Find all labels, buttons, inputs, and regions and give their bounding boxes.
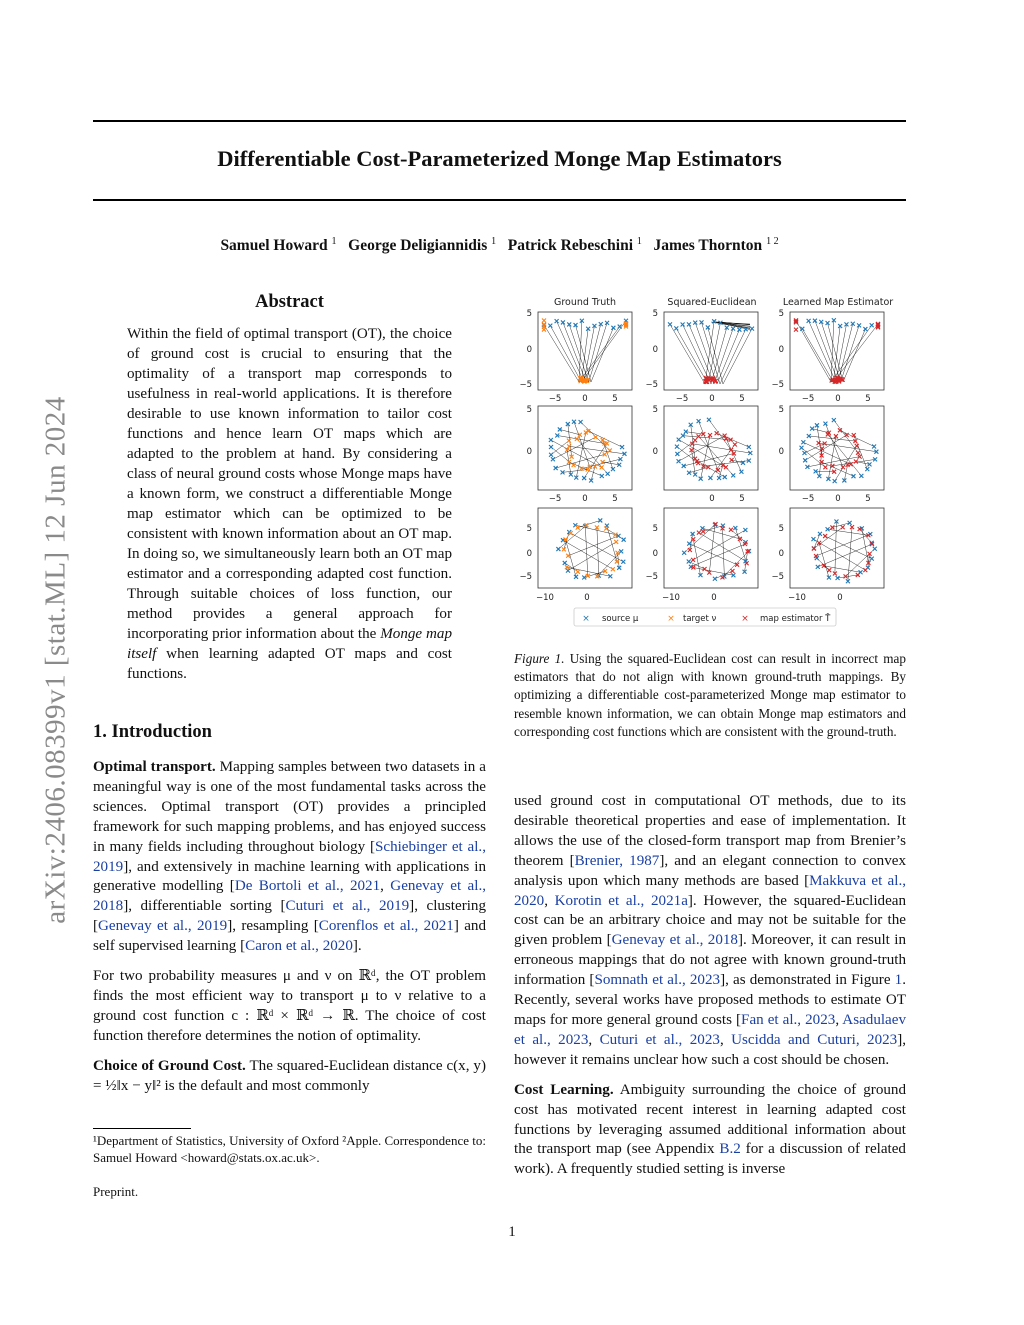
- author-1-aff: 1: [331, 236, 337, 247]
- y-tick: 5: [652, 524, 658, 534]
- y-tick: 5: [652, 309, 658, 319]
- panel-frame: [664, 508, 758, 588]
- y-tick: 5: [526, 524, 532, 534]
- y-tick: 5: [526, 405, 532, 415]
- legend-source-label: source μ: [602, 614, 639, 624]
- x-tick: 0: [835, 494, 841, 504]
- abstract-heading: Abstract: [255, 292, 324, 312]
- col-title-ground-truth: Ground Truth: [553, 297, 617, 308]
- citation-link[interactable]: Fan et al., 2023: [741, 1011, 836, 1028]
- x-tick: 0: [711, 593, 717, 603]
- citation-link[interactable]: Korotin et al., 2021a: [554, 892, 688, 909]
- paragraph-ground-cost-continued: used ground cost in computational OT methods, due to its desirable theoretical properties and ease of implementation. It allows the use of the closed-form transport map from Brenier’s theorem [Brenier, 1987], and an elegant connection to convex analysis upon which many methods are based [Makkuva et al., 2020, Korotin et al., 2021a]. However, the squared-Euclidean cost can be an arbitrary choice and may not be suitable for the given problem [Genevay et al., 2018]. Moreover, it can result in erroneous mappings that do not agree with known ground-truth information [Somnath et al., 2023], as demonstrated in Figure 1. Recently, several works have proposed methods to estimate OT maps for more general ground costs [Fan et al., 2023, Asadulaev et al., 2023, Cuturi et al., 2023, Uscidda and Cuturi, 2023], however it remains unclear how such a cost should be chosen.: [514, 793, 907, 1068]
- y-tick: 0: [526, 549, 532, 559]
- arxiv-identifier: arXiv:2406.08399v1 [stat.ML] 12 Jun 2024: [39, 396, 72, 924]
- y-tick: 0: [778, 345, 784, 355]
- x-tick: 0: [584, 593, 590, 603]
- x-tick: 5: [739, 394, 745, 404]
- right-column-body: [514, 792, 906, 1190]
- page-number: 1: [508, 1224, 516, 1240]
- y-tick: 0: [652, 549, 658, 559]
- top-rule: [93, 120, 906, 122]
- figure-1-plot: [514, 292, 906, 632]
- y-tick: 5: [778, 524, 784, 534]
- x-tick: 0: [709, 494, 715, 504]
- y-tick: 0: [778, 549, 784, 559]
- section-heading-introduction: 1. Introduction: [93, 722, 212, 742]
- y-tick: 5: [652, 405, 658, 415]
- citation-link[interactable]: Genevay et al., 2018: [93, 878, 486, 915]
- citation-link[interactable]: Caron et al., 2020: [245, 938, 353, 955]
- y-tick: −5: [519, 380, 532, 390]
- footnote: ¹Department of Statistics, University of Oxford ²Apple. Correspondence to: Samuel Howard <howard@stats.ox.ac.uk>.: [93, 1133, 486, 1165]
- citation-link[interactable]: Schiebinger et al., 2019: [93, 838, 486, 875]
- y-tick: 5: [778, 309, 784, 319]
- author-4: James Thornton: [653, 237, 763, 255]
- legend-target-label: target ν: [683, 614, 717, 624]
- figure-1-caption: Figure 1. Using the squared-Euclidean cost can result in incorrect map estimators that do not align with known ground-truth mappings. By optimizing a differentiable cost-parameterized Monge map estimator to resemble known information, we can obtain Monge map estimators and corresponding cost functions which are consistent with the ground-truth.: [514, 651, 906, 739]
- y-tick: 5: [526, 309, 532, 319]
- col-title-learned-map: Learned Map Estimator: [782, 297, 894, 308]
- x-tick: 5: [865, 394, 871, 404]
- paragraph-cost-learning: Cost Learning. Ambiguity surrounding the choice of ground cost has motivated recent interest in learning adapted cost functions by leveraging assumed additional information about the transport map (see Appendix B.2 for a discussion of related work). A frequently studied setting is inverse: [514, 1081, 907, 1178]
- figure-ref-link[interactable]: 1: [894, 972, 903, 989]
- citation-link[interactable]: Uscidda and Cuturi, 2023: [731, 1031, 898, 1048]
- author-2-aff: 1: [491, 236, 497, 247]
- y-tick: −5: [519, 572, 532, 582]
- citation-link[interactable]: Corenflos et al., 2021: [318, 918, 454, 935]
- abstract-body: Within the field of optimal transport (OT), the choice of ground cost is crucial to ensuring that the optimality of a transport map corresponds to usefulness in real-world applications. It is therefore desirable to use known information to tailor cost functions and hence learn OT maps which are adapted to the problem at hand. By considering a class of neural ground costs whose Monge maps have a known form, we construct a differentiable Monge map estimator which can be optimized to be consistent with known information about an OT map. In doing so, we simultaneously learn both an OT map estimator and a corresponding adapted cost function. Through suitable choices of loss function, our method provides a general approach for incorporating prior information about the Monge map itself when learning adapted OT maps and cost functions.: [127, 326, 452, 682]
- y-tick: −5: [771, 572, 784, 582]
- figure-1: [514, 292, 906, 632]
- left-column-body: [93, 758, 486, 1107]
- legend-map-marker: ×: [741, 614, 749, 624]
- y-tick: −5: [645, 572, 658, 582]
- x-tick: −5: [801, 394, 815, 404]
- panel-frame: [790, 508, 884, 588]
- title-rule: [93, 199, 906, 201]
- author-3-aff: 1: [636, 236, 642, 247]
- paragraph-choice-of-ground-cost: Choice of Ground Cost. The squared-Euclidean distance c(x, y) = ½‖x − y‖² is the default and most commonly: [93, 1057, 486, 1094]
- author-2: George Deligiannidis: [348, 237, 488, 255]
- author-3: Patrick Rebeschini: [507, 237, 634, 255]
- footnote-rule: [93, 1128, 191, 1129]
- x-tick: 0: [837, 593, 843, 603]
- legend-source-marker: ×: [582, 614, 590, 624]
- x-tick: −5: [801, 494, 815, 504]
- x-tick: −10: [788, 593, 806, 603]
- citation-link[interactable]: Genevay et al., 2018: [611, 932, 738, 949]
- legend-map-label: map estimator T̂: [760, 614, 831, 624]
- citation-link[interactable]: Brenier, 1987: [574, 852, 660, 869]
- paragraph-probability-measures: For two probability measures μ and ν on ℝᵈ, the OT problem finds the most efficient way to transport μ to ν relative to a ground cost function c : ℝᵈ × ℝᵈ → ℝ. The choice of cost function therefore determines the notion of optimality.: [93, 968, 486, 1044]
- y-tick: 0: [526, 447, 532, 457]
- author-list: [93, 236, 906, 255]
- author-4-aff: 1 2: [766, 236, 779, 247]
- preprint-label: Preprint.: [93, 1184, 139, 1199]
- citation-link[interactable]: Makkuva et al., 2020: [514, 872, 906, 909]
- author-1: Samuel Howard: [220, 237, 328, 255]
- x-tick: 5: [739, 494, 745, 504]
- x-tick: 5: [612, 394, 618, 404]
- citation-link[interactable]: Cuturi et al., 2019: [285, 898, 410, 915]
- x-tick: 0: [835, 394, 841, 404]
- legend-target-marker: ×: [667, 614, 675, 624]
- paragraph-optimal-transport: Optimal transport. Mapping samples between two datasets in a meaningful way is one of the most fundamental tasks across the sciences. Optimal transport (OT) provides a principled framework for such mapping problems, and has enjoyed success in many fields including throughout biology [Schiebinger et al., 2019], and extensively in machine learning with applications in generative modelling [De Bortoli et al., 2021, Genevay et al., 2018], differentiable sorting [Cuturi et al., 2019], clustering [Genevay et al., 2019], resampling [Corenflos et al., 2021] and self supervised learning [Caron et al., 2020].: [93, 759, 487, 955]
- x-tick: 5: [612, 494, 618, 504]
- x-tick: −5: [548, 494, 562, 504]
- y-tick: 0: [526, 345, 532, 355]
- citation-link[interactable]: De Bortoli et al., 2021: [234, 878, 381, 895]
- citation-link[interactable]: Somnath et al., 2023: [594, 972, 721, 989]
- y-tick: −5: [771, 380, 784, 390]
- x-tick: 0: [709, 394, 715, 404]
- x-tick: 0: [582, 494, 588, 504]
- y-tick: 0: [778, 447, 784, 457]
- col-title-squared-euclidean: Squared-Euclidean: [667, 297, 757, 308]
- citation-link[interactable]: Asadulaev et al., 2023: [514, 1011, 907, 1048]
- y-tick: 5: [778, 405, 784, 415]
- figure-legend: [574, 608, 836, 626]
- x-tick: −10: [536, 593, 554, 603]
- x-tick: 0: [582, 394, 588, 404]
- y-tick: −5: [645, 380, 658, 390]
- y-tick: 0: [652, 345, 658, 355]
- x-tick: −5: [675, 394, 689, 404]
- x-tick: −5: [548, 394, 562, 404]
- appendix-ref-link[interactable]: B.2: [719, 1141, 741, 1158]
- x-tick: 5: [865, 494, 871, 504]
- citation-link[interactable]: Genevay et al., 2019: [98, 918, 228, 935]
- x-tick: −10: [662, 593, 680, 603]
- y-tick: 0: [652, 447, 658, 457]
- citation-link[interactable]: Cuturi et al., 2023: [599, 1031, 720, 1048]
- paper-title: Differentiable Cost-Parameterized Monge Map Estimators: [217, 146, 782, 171]
